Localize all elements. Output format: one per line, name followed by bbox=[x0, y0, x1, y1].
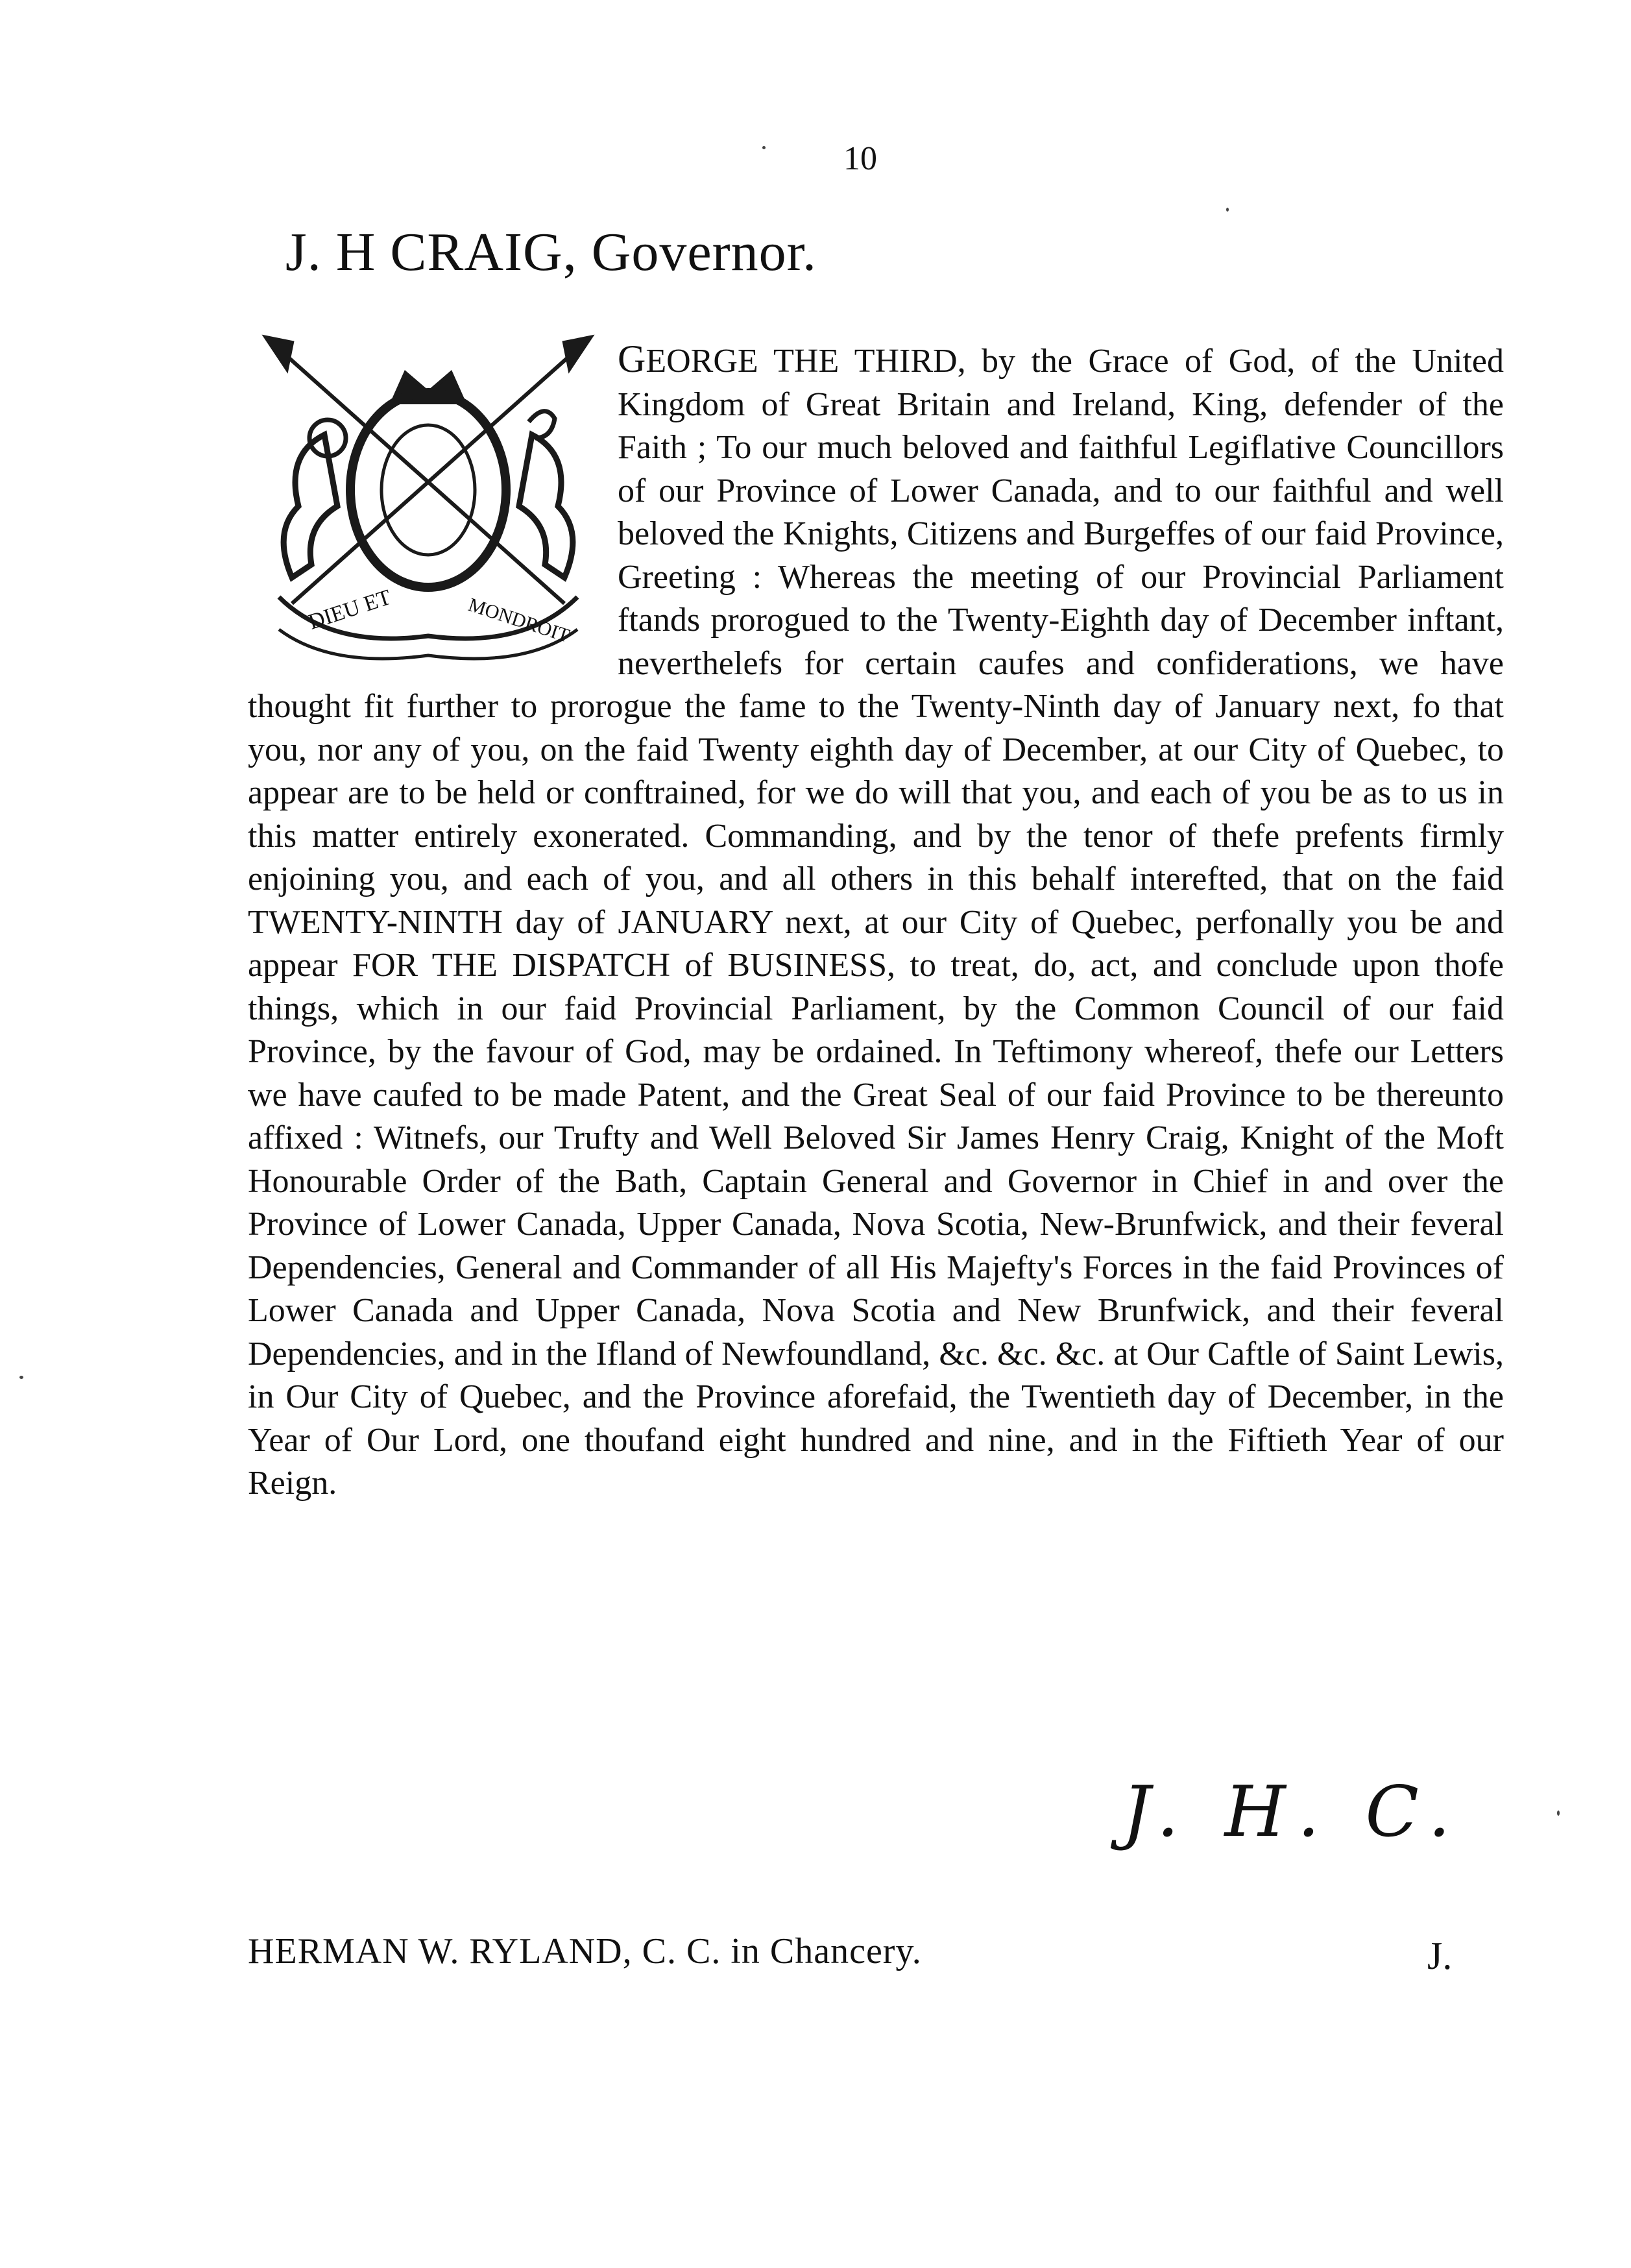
attestation-line: HERMAN W. RYLAND, C. C. in Chancery. bbox=[248, 1931, 922, 1971]
svg-text:DIEU ET: DIEU ET bbox=[306, 585, 394, 635]
ink-speck bbox=[762, 146, 766, 149]
page-number: 10 bbox=[843, 140, 877, 177]
svg-text:MONDROIT: MONDROIT bbox=[465, 594, 572, 647]
catchword: J. bbox=[1427, 1934, 1453, 1977]
crest-spacer bbox=[248, 337, 618, 672]
proclamation-text bbox=[248, 337, 1504, 1506]
page-title: J. H CRAIG, Governor. bbox=[285, 222, 817, 282]
ink-speck bbox=[19, 1376, 23, 1379]
ink-speck bbox=[1557, 1811, 1560, 1816]
signature: J. H. C. bbox=[1122, 1772, 1462, 1853]
proclamation-body: EORGE THE THIRD, by the Grace of God, of the United Kingdom of Great Britain and Ireland, King, defender of the Faith ; To our much beloved and faithful Legiflative Councillors of our Province of Lower Canada, and to our faithful and well beloved the Knights, Citizens and Burgeffes of our faid Province, Greeting : Whereas the meeting of our Provincial Parliament ftands prorogued to the Twenty-Eighth day of December inftant, neverthelefs for certain caufes and confiderations, we have thought fit further to prorogue the fame to the Twenty-Ninth day of January next, fo that you, nor any of you, on the faid Twenty eighth day of December, at our City of Quebec, to appear are to be held or conftrained, for we do will that you, and each of you be as to us in this matter entirely exonerated. Commanding, and by the tenor of thefe prefents firmly enjoining you, and each of you, and all others in this behalf interefted, that on the faid TWENTY-NINTH day of JANUARY next, at our City of Quebec, perfonally you be and appear FOR THE DISPATCH of BUSINESS, to treat, do, act, and conclude upon thofe things, which in our faid Provincial Parliament, by the Common Council of our faid Province, by the favour of God, may be ordained. In Teftimony whereof, thefe our Letters we have caufed to be made Patent, and the Great Seal of our faid Province to be thereunto affixed : Witnefs, our Trufty and Well Beloved Sir James Henry Craig, Knight of the Moft Honourable Order of the Bath, Captain General and Governor in Chief in and over the Province of Lower Canada, Upper Canada, Nova Scotia, New-Brunfwick, and their feveral Dependencies, General and Commander of all His Majefty's Forces in the faid Provinces of Lower Canada and Upper Canada, Nova Scotia and New Brunfwick, and their feveral Dependencies, and in the Ifland of Newfoundland, &c. &c. &c. at Our Caftle of Saint Lewis, in Our City of Quebec, and the Province aforefaid, the Twentieth day of December, in the Year of Our Lord, one thoufand eight hundred and nine, and in the Fiftieth Year of our Reign. bbox=[248, 343, 1504, 1502]
drop-cap: G bbox=[618, 337, 646, 380]
ink-speck bbox=[1226, 208, 1229, 212]
